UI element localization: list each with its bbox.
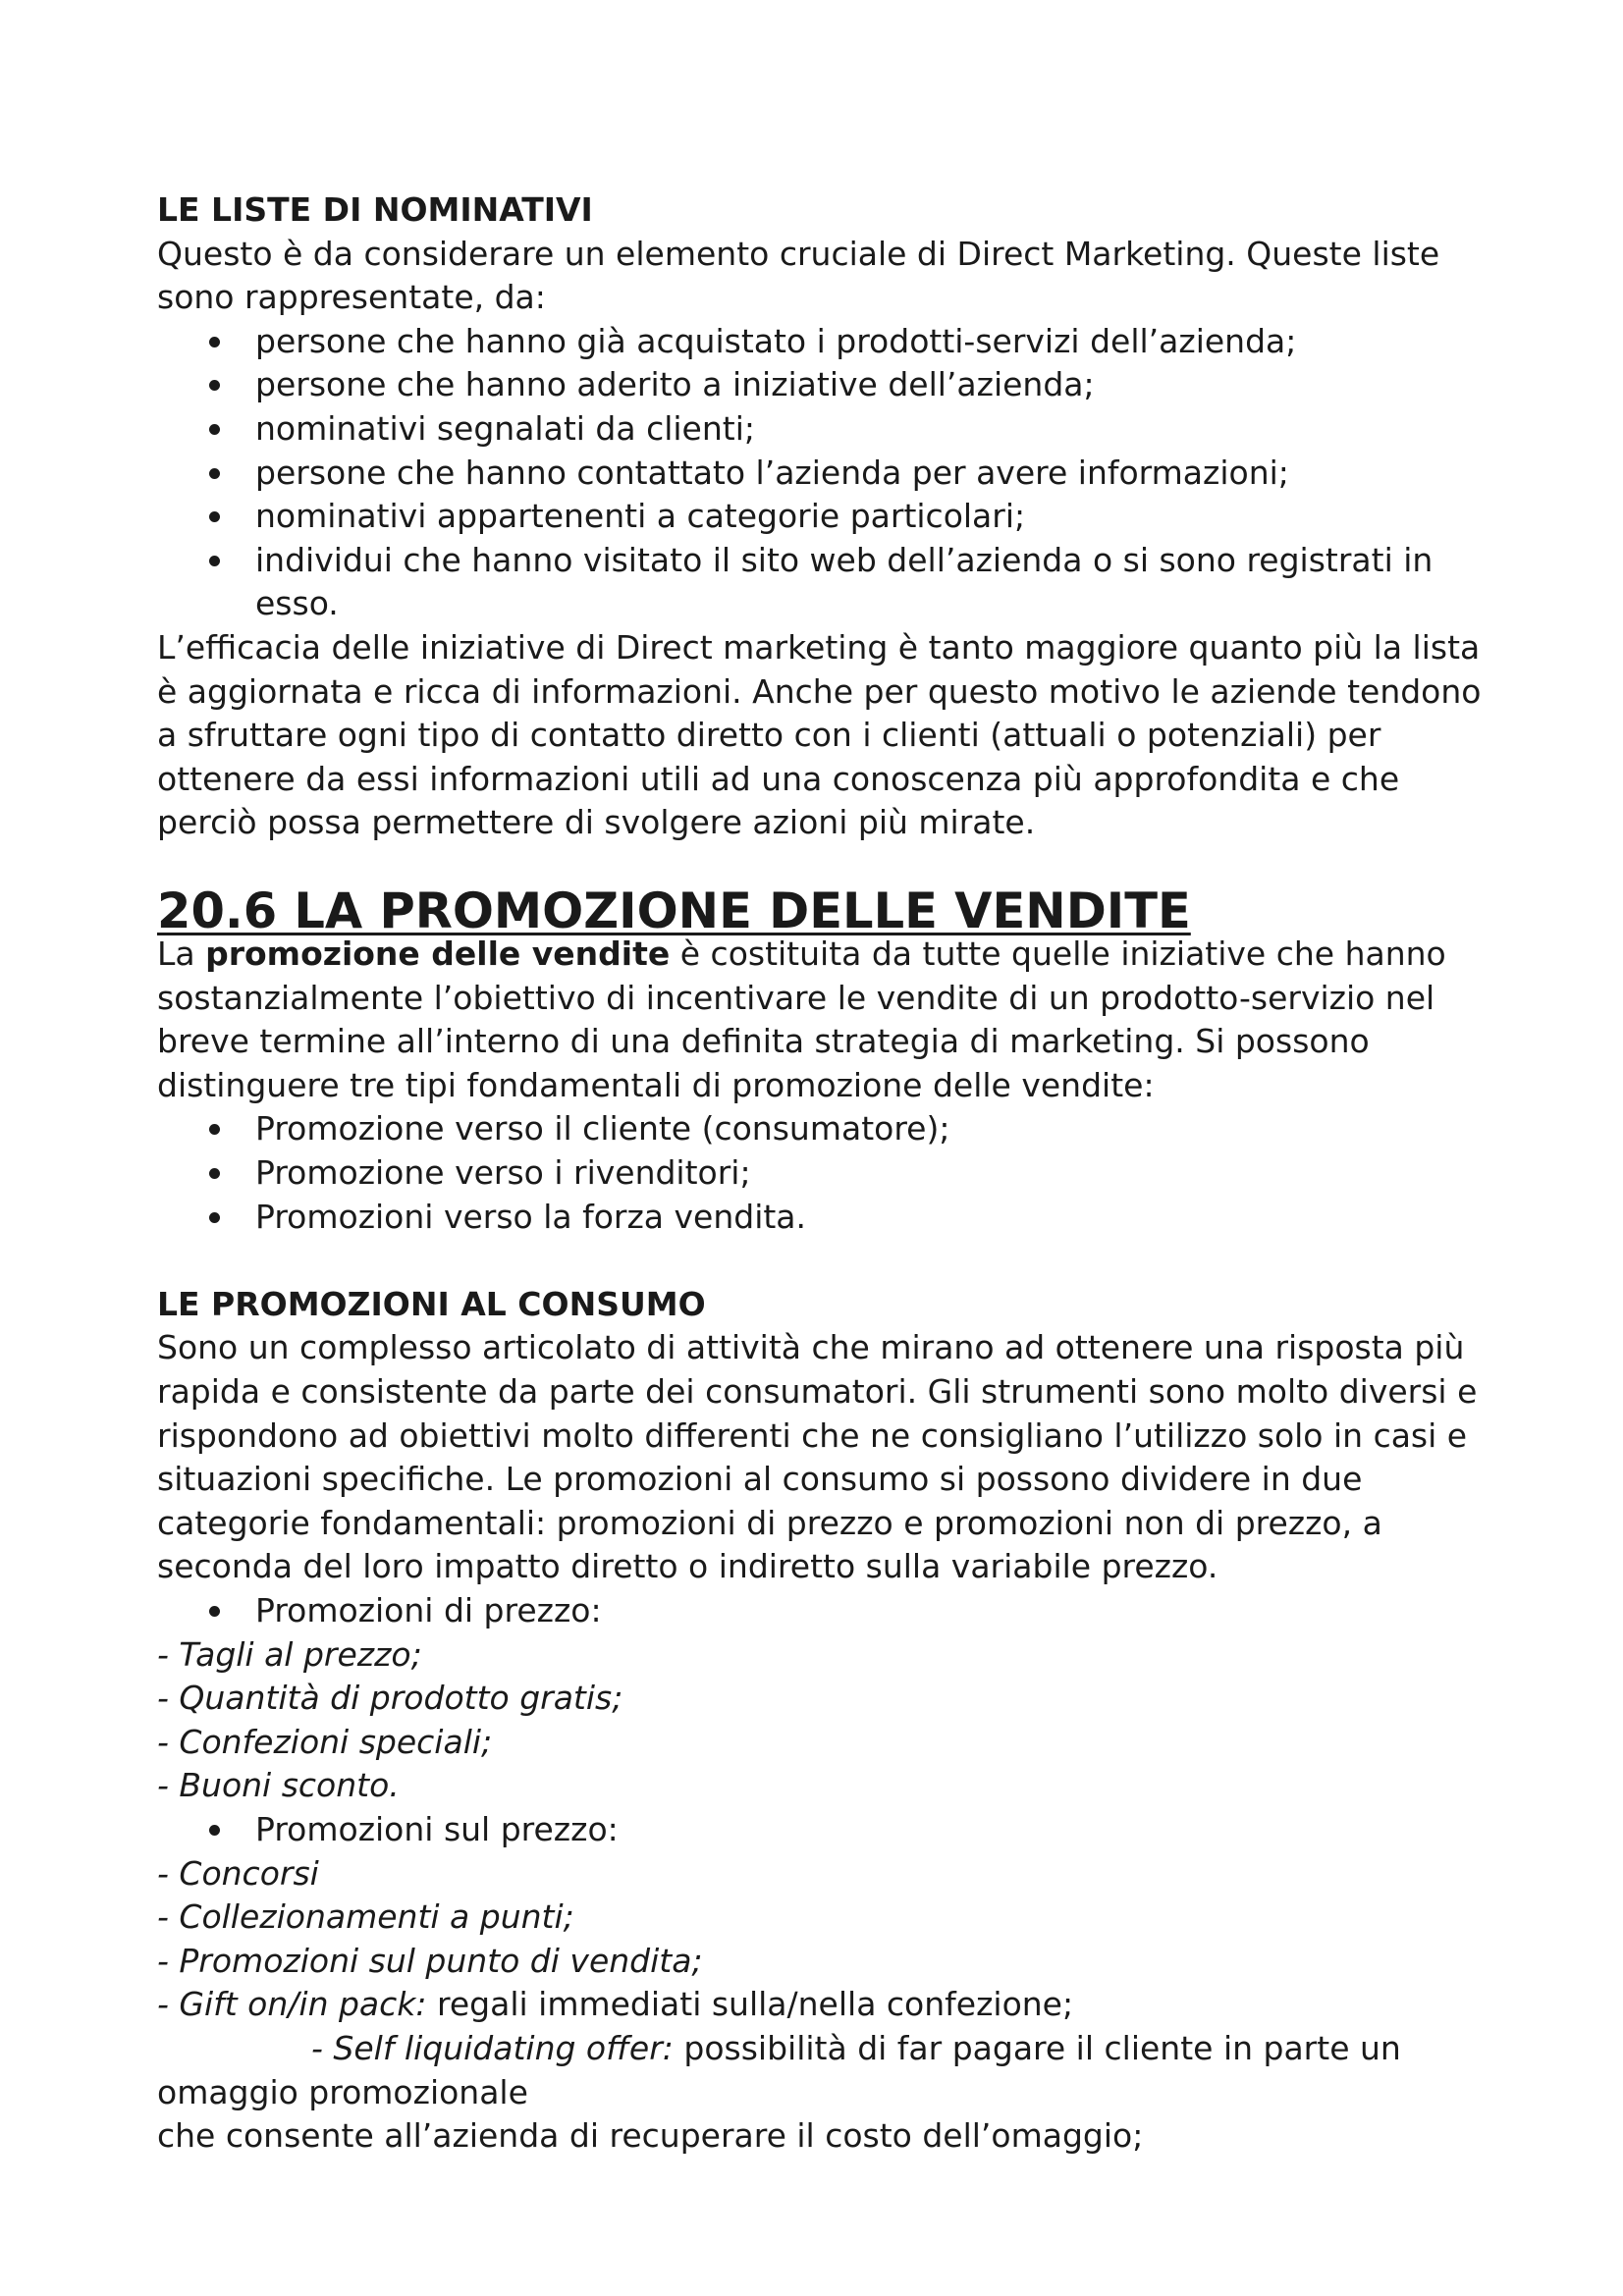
- sub-item: - Collezionamenti a punti;: [157, 1897, 574, 1937]
- section-intro-paragraph: Questo è da considerare un elemento cruciale di Direct Marketing. Queste liste sono rappresentate, da:: [157, 234, 1440, 317]
- bullet-list-consumo: [157, 1589, 1492, 1633]
- sub-item: - Buoni sconto.: [157, 1766, 400, 1805]
- section-intro-paragraph: [157, 933, 1492, 1107]
- sub-item: - Concorsi: [157, 1853, 319, 1893]
- bold-term: promozione delle vendite: [205, 934, 671, 974]
- sub-item: - Confezioni speciali;: [157, 1722, 493, 1761]
- list-item: Promozione verso il cliente (consumatore);: [157, 1107, 1492, 1151]
- sub-item: - Promozioni sul punto di vendita;: [157, 1941, 703, 1980]
- section-title-promozione-vendite: 20.6 LA PROMOZIONE DELLE VENDITE: [157, 881, 1191, 939]
- bullet-list-promozione: [157, 1107, 1492, 1239]
- intro-prefix: La: [157, 934, 206, 974]
- sub-item: - Tagli al prezzo;: [157, 1634, 422, 1674]
- paragraph-gap: [157, 1239, 1492, 1283]
- sub-item: [157, 1983, 1492, 2027]
- document-page: [157, 188, 1492, 2159]
- list-item: Promozione verso i rivenditori;: [157, 1151, 1492, 1196]
- term-desc: regali immediati sulla/nella confezione;: [426, 1985, 1074, 2024]
- section-intro-paragraph: Sono un complesso articolato di attività che mirano ad ottenere una risposta più rapida e consistente da parte dei consumatori. Gli strumenti sono molto diversi e rispondono ad obiettivi molto differenti che ne consigliano l’utilizzo solo in casi e situazioni specifiche. Le promozioni al consumo si possono dividere in due categorie fondamentali: promozioni di prezzo e promozioni non di prezzo, a seconda del loro impatto diretto o indiretto sulla variabile prezzo.: [157, 1328, 1478, 1586]
- term-desc: possibilità di far pagare il cliente in parte un omaggio promozionale: [157, 2028, 1401, 2111]
- continuation-line: che consente all’azienda di recuperare il costo dell’omaggio;: [157, 2116, 1144, 2156]
- list-item: persone che hanno aderito a iniziative dell’azienda;: [157, 363, 1492, 407]
- list-item: Promozioni verso la forza vendita.: [157, 1196, 1492, 1240]
- sub-item: [157, 2027, 1492, 2114]
- intro-rest: è costituita da tutte quelle iniziative che hanno sostanzialmente l’obiettivo di incentivare le vendite di un prodotto-servizio nel breve termine all’interno di una definita strategia di marketing. Si possono distinguere tre tipi fondamentali di promozione delle vendite:: [157, 934, 1446, 1104]
- term-gift: - Gift on/in pack:: [157, 1985, 427, 2024]
- term-self: - Self liquidating offer:: [311, 2028, 674, 2067]
- list-item: nominativi appartenenti a categorie particolari;: [157, 495, 1492, 539]
- closing-paragraph: L’efficacia delle iniziative di Direct marketing è tanto maggiore quanto più la lista è aggiornata e ricca di informazioni. Anche per questo motivo le aziende tendono a sfruttare ogni tipo di contatto diretto con i clienti (attuali o potenziali) per ottenere da essi informazioni utili ad una conoscenza più approfondita e che perciò possa permettere di svolgere azioni più mirate.: [157, 627, 1482, 842]
- list-item: Promozioni di prezzo:: [157, 1589, 1492, 1633]
- section-title-liste-nominativi: LE LISTE DI NOMINATIVI: [157, 190, 593, 229]
- list-item: nominativi segnalati da clienti;: [157, 407, 1492, 452]
- bullet-list-consumo-2: [157, 1808, 1492, 1852]
- list-item: individui che hanno visitato il sito web dell’azienda o si sono registrati in esso.: [157, 539, 1492, 626]
- section-title-promozioni-consumo: LE PROMOZIONI AL CONSUMO: [157, 1284, 706, 1323]
- list-item: persone che hanno contattato l’azienda per avere informazioni;: [157, 452, 1492, 496]
- list-item: persone che hanno già acquistato i prodotti-servizi dell’azienda;: [157, 320, 1492, 364]
- list-item: Promozioni sul prezzo:: [157, 1808, 1492, 1852]
- sub-item: - Quantità di prodotto gratis;: [157, 1679, 623, 1718]
- bullet-list-liste: [157, 320, 1492, 626]
